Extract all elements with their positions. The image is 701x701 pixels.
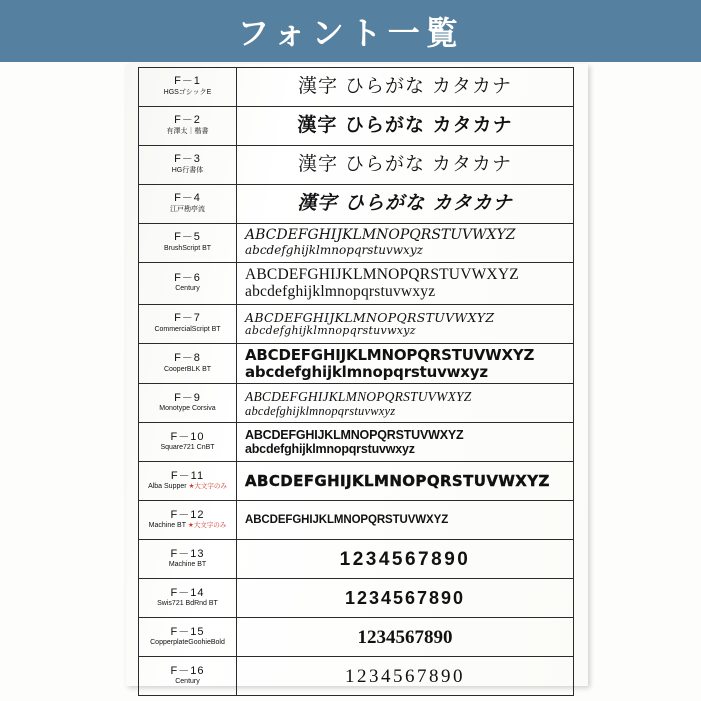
font-sample-line-2: abcdefghijklmnopqrstuvwxyz	[245, 243, 423, 258]
font-code: F－11	[170, 469, 205, 482]
font-sample-cell	[237, 462, 574, 501]
table-row	[139, 384, 574, 423]
font-code: F－13	[170, 547, 205, 560]
font-code: F－7	[174, 312, 201, 325]
table-row	[139, 304, 574, 343]
font-sample-line-1: 漢字 ひらがな カタカナ	[297, 114, 513, 137]
font-name: HG行書体	[171, 167, 204, 175]
font-code: F－16	[170, 664, 205, 677]
table-row	[139, 501, 574, 540]
font-code: F－6	[174, 271, 201, 284]
table-row	[139, 462, 574, 501]
font-code-cell	[139, 107, 237, 146]
font-name: 有澤太｜楷書	[166, 128, 209, 136]
font-code-cell	[139, 579, 237, 618]
font-sample-cell	[237, 224, 574, 263]
font-sample-cell	[237, 579, 574, 618]
table-row	[139, 657, 574, 696]
table-row	[139, 146, 574, 185]
table-row	[139, 343, 574, 384]
font-name-wrap	[139, 444, 236, 452]
font-sample	[245, 228, 565, 257]
font-sample	[245, 154, 565, 175]
font-code-cell	[139, 423, 237, 462]
font-sample	[245, 428, 565, 456]
font-sample-cell	[237, 501, 574, 540]
font-sample-line-1: 1234567890	[344, 588, 466, 609]
font-name: CopperplateGoohieBold	[150, 639, 225, 647]
font-sample-line-2: abcdefghijklmnopqrstuvwxyz	[245, 362, 488, 381]
font-name: Alba Supper	[148, 483, 187, 491]
font-code: F－1	[174, 75, 201, 88]
font-sample	[245, 76, 565, 97]
font-note: ★大文字のみ	[188, 483, 227, 491]
font-sample-line-2: abcdefghijklmnopqrstuvwxyz	[245, 283, 436, 301]
font-code: F－14	[170, 586, 205, 599]
font-sample-line-1: 漢字 ひらがな カタカナ	[297, 75, 513, 98]
font-name-wrap	[139, 405, 236, 413]
font-sample-line-1: ABCDEFGHIJKLMNOPQRSTUVWXYZ	[245, 227, 516, 244]
font-name-wrap	[139, 639, 236, 647]
font-name: BrushScript BT	[163, 245, 212, 253]
font-sample-cell	[237, 384, 574, 423]
font-sample-line-1: ABCDEFGHIJKLMNOPQRSTUVWXYZ	[245, 388, 472, 404]
font-name-wrap	[139, 522, 236, 530]
table-row	[139, 224, 574, 263]
table-row	[139, 579, 574, 618]
font-table	[138, 67, 574, 696]
font-sample-line-1: ABCDEFGHIJKLMNOPQRSTUVWXYZ	[245, 471, 550, 490]
font-code: F－15	[170, 625, 205, 638]
table-row	[139, 423, 574, 462]
font-sample-cell	[237, 343, 574, 384]
font-sample	[245, 193, 565, 214]
font-name-wrap	[139, 366, 236, 374]
font-name: CommercialScript BT	[154, 325, 221, 333]
font-name-wrap	[139, 600, 236, 608]
font-sample	[245, 347, 565, 381]
font-sample-cell	[237, 263, 574, 305]
font-code: F－10	[170, 430, 205, 443]
font-name: 江戸勘亭流	[170, 206, 205, 214]
font-code-cell	[139, 618, 237, 657]
font-code-cell	[139, 343, 237, 384]
font-sample	[245, 627, 565, 648]
font-name: Monotype Corsiva	[159, 405, 216, 413]
font-name-wrap	[139, 128, 236, 136]
font-sample	[245, 389, 565, 418]
font-name: Machine BT	[168, 561, 207, 569]
font-code: F－2	[174, 114, 201, 127]
font-sample	[245, 514, 565, 527]
font-code-cell	[139, 146, 237, 185]
font-sample-cell	[237, 423, 574, 462]
font-code-cell	[139, 462, 237, 501]
table-row	[139, 263, 574, 305]
font-sample-line-2: abcdefghijklmnopqrstuvwxyz	[245, 403, 396, 418]
page-title: フォント一覧	[237, 14, 464, 52]
table-row	[139, 107, 574, 146]
font-name: Century	[175, 678, 200, 686]
font-code-cell	[139, 501, 237, 540]
font-sample-line-1: 1234567890	[339, 548, 471, 570]
font-name-wrap	[139, 561, 236, 569]
font-note: ★大文字のみ	[188, 522, 227, 530]
font-sample-cell	[237, 540, 574, 579]
font-code-cell	[139, 384, 237, 423]
font-name-wrap	[139, 483, 236, 491]
font-sample	[245, 115, 565, 136]
font-code-cell	[139, 263, 237, 305]
font-sample-line-1: ABCDEFGHIJKLMNOPQRSTUVWXYZ	[245, 345, 535, 364]
font-code-cell	[139, 68, 237, 107]
font-code: F－12	[170, 508, 205, 521]
table-row	[139, 185, 574, 224]
page-header-banner	[0, 0, 701, 62]
font-name-wrap	[139, 167, 236, 175]
table-row	[139, 618, 574, 657]
font-code-cell	[139, 185, 237, 224]
font-sample-line-2: abcdefghijklmnopqrstuvwxyz	[245, 323, 416, 337]
font-sample-cell	[237, 68, 574, 107]
font-code-cell	[139, 540, 237, 579]
table-row	[139, 68, 574, 107]
font-sample	[245, 666, 565, 687]
font-code: F－9	[174, 391, 201, 404]
font-sample-line-1: 漢字 ひらがな カタカナ	[297, 153, 513, 176]
font-code: F－8	[174, 352, 201, 364]
font-sample	[245, 266, 565, 301]
font-sample	[245, 311, 565, 337]
font-sample-line-1: ABCDEFGHIJKLMNOPQRSTUVWXYZ	[245, 513, 449, 526]
font-name-wrap	[139, 245, 236, 253]
font-name: Swis721 BdRnd BT	[157, 600, 218, 608]
font-code-cell	[139, 304, 237, 343]
font-code: F－4	[174, 192, 201, 205]
font-name: CooperBLK BT	[163, 365, 212, 373]
font-sample-cell	[237, 185, 574, 224]
font-name-wrap	[139, 206, 236, 214]
font-name: Century	[175, 285, 200, 293]
font-sample-cell	[237, 107, 574, 146]
font-code: F－3	[174, 153, 201, 166]
font-sample	[245, 588, 565, 608]
font-chart-sheet	[126, 64, 588, 686]
font-code: F－5	[174, 231, 201, 244]
table-row	[139, 540, 574, 579]
font-sample-line-1: 漢字 ひらがな カタカナ	[297, 192, 513, 215]
font-name: Square721 CnBT	[160, 444, 215, 452]
font-name: Machine BT	[148, 522, 187, 530]
font-sample-line-2: abcdefghijklmnopqrstuvwxyz	[245, 442, 415, 457]
font-sample	[245, 549, 565, 570]
font-sample-line-1: ABCDEFGHIJKLMNOPQRSTUVWXYZ	[245, 266, 519, 283]
font-code-cell	[139, 224, 237, 263]
font-sample-cell	[237, 146, 574, 185]
font-sample-line-1: ABCDEFGHIJKLMNOPQRSTUVWXYZ	[245, 309, 495, 325]
font-sample-cell	[237, 618, 574, 657]
font-name-wrap	[139, 678, 236, 686]
font-sample-line-1: 1234567890	[357, 626, 453, 648]
font-sample-cell	[237, 304, 574, 343]
font-table-body	[139, 68, 574, 696]
font-code-cell	[139, 657, 237, 696]
font-sample	[245, 473, 565, 490]
font-sample-line-1: 1234567890	[345, 665, 465, 687]
font-name-wrap	[139, 285, 236, 293]
font-sample-cell	[237, 657, 574, 696]
font-name-wrap	[139, 326, 236, 334]
font-name-wrap	[139, 89, 236, 97]
font-sample-line-1: ABCDEFGHIJKLMNOPQRSTUVWXYZ	[245, 428, 464, 443]
font-name: HGSゴシックE	[163, 89, 212, 97]
